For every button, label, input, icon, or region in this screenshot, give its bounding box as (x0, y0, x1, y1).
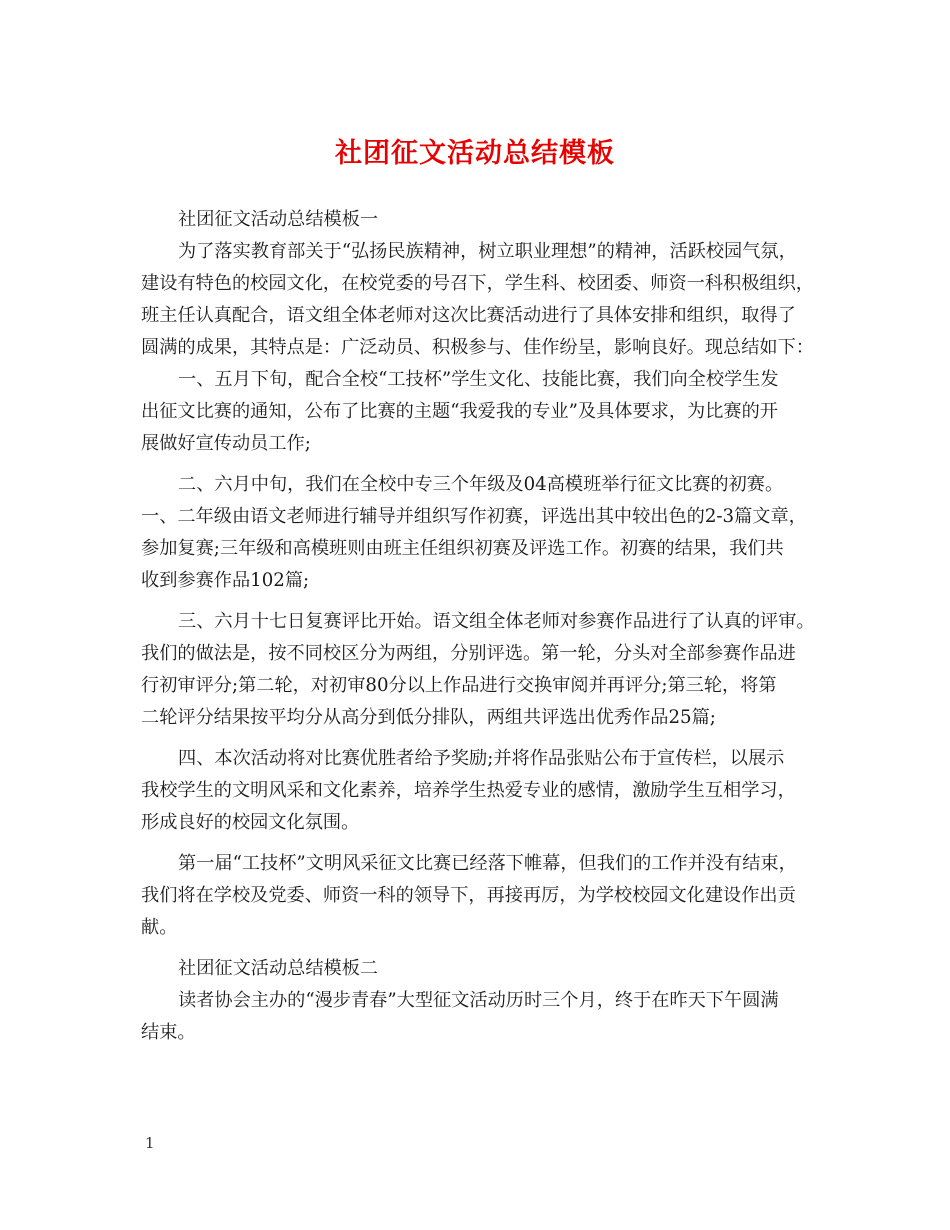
paragraph-line: 我校学生的文明风采和文化素养，培养学生热爱专业的感情，激励学生互相学习， (141, 780, 796, 801)
paragraph-line: 班主任认真配合，语文组全体老师对这次比赛活动进行了具体安排和组织，取得了 (141, 305, 796, 326)
paragraph-line: 行初审评分;第二轮，对初审80分以上作品进行交换审阅并再评分;第三轮，将第 (141, 675, 777, 696)
document-title: 社团征文活动总结模板 (335, 138, 615, 169)
paragraph-line: 建设有特色的校园文化，在校党委的号召下，学生科、校团委、师资一科积极组织， (141, 273, 814, 294)
paragraph-line: 出征文比赛的通知，公布了比赛的主题“我爱我的专业”及具体要求，为比赛的开 (141, 401, 778, 422)
paragraph-line: 我们将在学校及党委、师资一科的领导下，再接再厉，为学校校园文化建设作出贡 (141, 885, 796, 906)
section-heading-1: 社团征文活动总结模板一 (178, 209, 379, 230)
paragraph-line: 我们的做法是，按不同校区分为两组，分别评选。第一轮，分头对全部参赛作品进 (141, 643, 796, 664)
paragraph-line: 圆满的成果，其特点是：广泛动员、积极参与、佳作纷呈，影响良好。现总结如下： (141, 337, 814, 358)
paragraph-line: 形成良好的校园文化氛围。 (141, 812, 360, 833)
paragraph-line: 展做好宣传动员工作; (141, 433, 311, 454)
paragraph-line: 一、五月下旬，配合全校“工技杯”学生文化、技能比赛，我们向全校学生发 (178, 369, 779, 390)
paragraph-line: 四、本次活动将对比赛优胜者给予奖励;并将作品张贴公布于宣传栏，以展示 (178, 748, 785, 769)
paragraph-line: 收到参赛作品102篇; (141, 570, 310, 591)
paragraph-line: 读者协会主办的“漫步青春”大型征文活动历时三个月，终于在昨天下午圆满 (178, 990, 779, 1011)
paragraph-line: 第一届“工技杯”文明风采征文比赛已经落下帷幕，但我们的工作并没有结束， (178, 853, 797, 874)
paragraph-line: 三、六月十七日复赛评比开始。语文组全体老师对参赛作品进行了认真的评审。 (178, 611, 815, 632)
paragraph-line: 为了落实教育部关于“弘扬民族精神，树立职业理想”的精神，活跃校园气氛， (178, 241, 797, 262)
page-number: 1 (145, 1134, 155, 1152)
paragraph-line: 献。 (141, 917, 178, 938)
paragraph-line: 一、二年级由语文老师进行辅导并组织写作初赛，评选出其中较出色的2-3篇文章， (141, 506, 807, 527)
paragraph-line: 二、六月中旬，我们在全校中专三个年级及04高模班举行征文比赛的初赛。 (178, 474, 784, 495)
paragraph-line: 二轮评分结果按平均分从高分到低分排队，两组共评选出优秀作品25篇; (141, 707, 716, 728)
paragraph-line: 结束。 (141, 1022, 196, 1043)
section-heading-2: 社团征文活动总结模板二 (178, 958, 379, 979)
paragraph-line: 参加复赛;三年级和高模班则由班主任组织初赛及评选工作。初赛的结果，我们共 (141, 538, 784, 559)
